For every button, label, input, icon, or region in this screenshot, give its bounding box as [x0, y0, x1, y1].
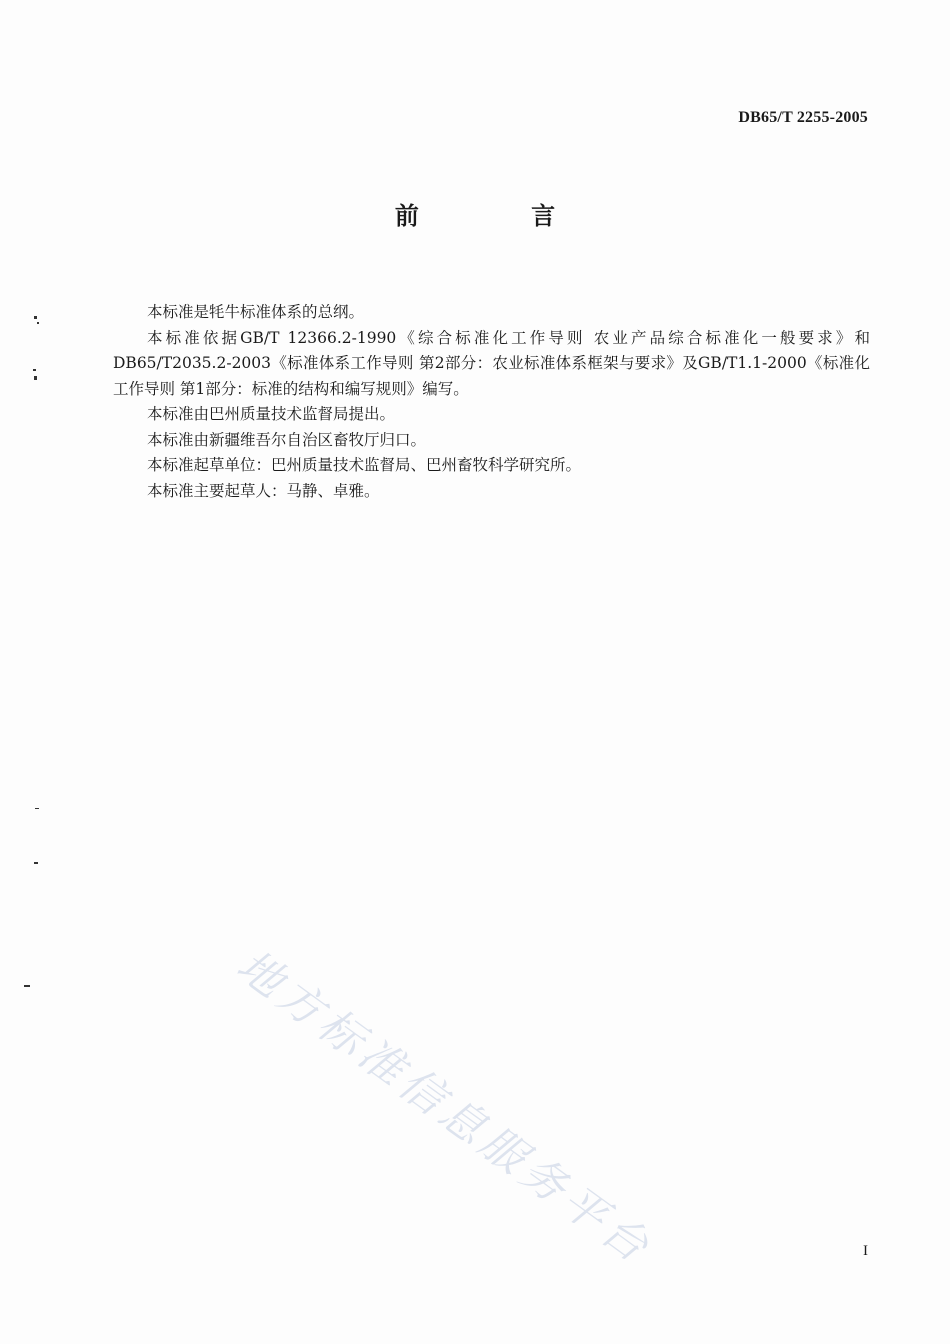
page-number: I: [863, 1243, 868, 1259]
paragraph: 本标准由巴州质量技术监督局提出。: [147, 405, 396, 423]
scan-mark: [37, 322, 39, 324]
scan-mark: [33, 369, 36, 371]
scan-mark: [34, 862, 38, 864]
scan-mark: [35, 808, 39, 809]
body-text: [113, 300, 870, 504]
paragraph: 本标准由新疆维吾尔自治区畜牧厅归口。: [147, 430, 427, 449]
paragraph: 本标准依据GB/T 12366.2-1990《综合标准化工作导则 农业产品综合标准化一般要求》和DB65/T2035.2-2003《标准体系工作导则 第2部分：农业标准体系框架与要求》及GB/T1.1-2000《标准化工作导则 第1部分：标准的结构和编写规则》编写。: [113, 328, 870, 398]
paragraph: 本标准起草单位：巴州质量技术监督局、巴州畜牧科学研究所。: [147, 456, 582, 474]
scan-mark: [24, 985, 30, 987]
paragraph: 本标准是牦牛标准体系的总纲。: [147, 303, 365, 321]
document-code: DB65/T 2255-2005: [738, 109, 868, 126]
scan-mark: [34, 376, 37, 380]
paragraph: 本标准主要起草人：马静、卓雅。: [147, 481, 380, 500]
watermark: 地方标准信息服务平台: [227, 940, 662, 1276]
page-title: 前 言: [394, 201, 608, 230]
scan-mark: [34, 316, 37, 319]
